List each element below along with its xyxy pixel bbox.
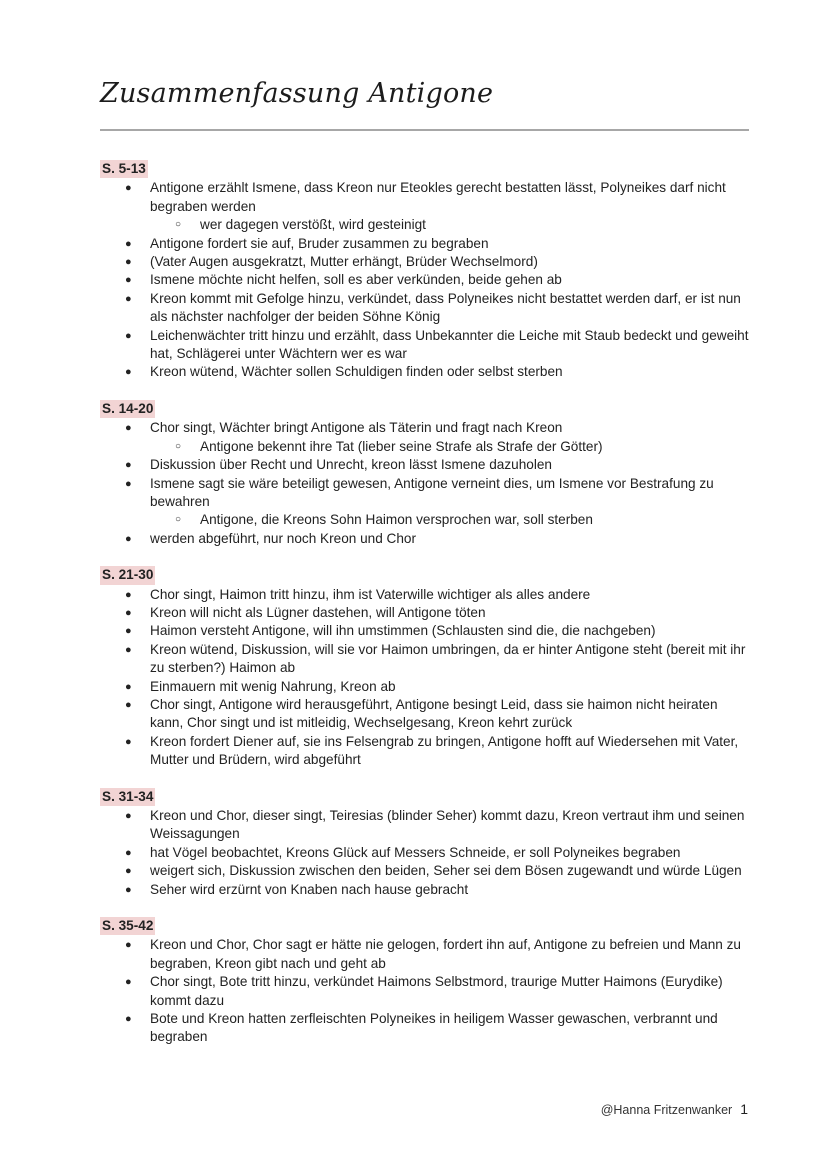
bullet-icon: ● (125, 680, 132, 693)
bullet-icon: ● (125, 698, 132, 711)
bullet-icon: ● (125, 846, 132, 859)
list-item (100, 678, 750, 696)
list-item (100, 419, 750, 456)
list-item-text: Kreon und Chor, Chor sagt er hätte nie gelogen, fordert ihn auf, Antigone zu befreien und Mann zu begraben, Kreon gibt nach und geht ab (150, 937, 741, 971)
bullet-icon: ● (125, 588, 132, 601)
list-item (100, 641, 750, 678)
bullet-icon: ● (125, 976, 132, 989)
list-item (100, 622, 750, 640)
list-item-text: Einmauern mit wenig Nahrung, Kreon ab (150, 678, 396, 694)
bullet-list (100, 586, 750, 770)
sub-list-item (150, 511, 750, 529)
list-item (100, 253, 750, 271)
bullet-icon: ● (125, 532, 132, 545)
section-heading: S. 21-30 (100, 566, 155, 584)
list-item-text: Kreon wütend, Wächter sollen Schuldigen finden oder selbst sterben (150, 364, 563, 380)
list-item-text: Leichenwächter tritt hinzu und erzählt, dass Unbekannter die Leiche mit Staub bedeckt und geweiht hat, Schlägerei unter Wächtern wer es war (150, 327, 749, 362)
list-item-text: Kreon will nicht als Lügner dastehen, will Antigone töten (150, 604, 486, 620)
bullet-icon: ● (125, 606, 132, 619)
list-item (100, 936, 750, 973)
page-title: Zusammenfassung Antigone (100, 78, 494, 109)
bullet-icon: ● (125, 625, 132, 638)
sub-list-item (150, 216, 750, 234)
list-item-text: (Vater Augen ausgekratzt, Mutter erhängt, Brüder Wechselmord) (150, 254, 538, 270)
list-item (100, 327, 750, 364)
list-item-text: Chor singt, Antigone wird herausgeführt, Antigone besingt Leid, dass sie haimon nicht heiraten kann, Chor singt und ist mitleidig, Wechselgesang, Kreon kehrt zurück (150, 696, 718, 731)
list-item (100, 881, 750, 899)
list-item (100, 844, 750, 862)
list-item-text: Diskussion über Recht und Unrecht, kreon lässt Ismene dazuholen (150, 457, 552, 473)
list-item (100, 363, 750, 381)
bullet-list (100, 936, 750, 1046)
section (100, 917, 750, 1047)
list-item-text: werden abgeführt, nur noch Kreon und Chor (150, 530, 417, 546)
bullet-icon: ● (125, 939, 132, 952)
list-item-text: Chor singt, Haimon tritt hinzu, ihm ist Vaterwille wichtiger als alles andere (150, 586, 591, 602)
section-heading: S. 5-13 (100, 160, 148, 178)
bullet-list (100, 419, 750, 548)
list-item-text: Bote und Kreon hatten zerfleischten Polyneikes in heiligem Wasser gewaschen, verbrannt und begraben (150, 1011, 718, 1045)
list-item (100, 235, 750, 253)
bullet-icon: ● (125, 477, 132, 490)
list-item (100, 290, 750, 327)
bullet-icon: ● (125, 735, 132, 748)
bullet-icon: ● (125, 865, 132, 878)
sub-list-item-text: Antigone bekennt ihre Tat (lieber seine Strafe als Strafe der Götter) (200, 438, 603, 454)
list-item (100, 271, 750, 289)
bullet-icon: ● (125, 292, 132, 305)
list-item (100, 733, 750, 770)
list-item (100, 807, 750, 844)
bullet-icon: ● (125, 1013, 132, 1026)
section-heading: S. 31-34 (100, 788, 155, 806)
list-item-text: Ismene sagt sie wäre beteiligt gewesen, Antigone verneint dies, um Ismene vor Bestrafung zu bewahren (150, 475, 714, 509)
bullet-icon: ● (125, 643, 132, 656)
bullet-icon: ● (125, 422, 132, 435)
bullet-icon: ● (125, 459, 132, 472)
circle-bullet-icon: ○ (175, 514, 182, 526)
page-footer (601, 1101, 748, 1117)
list-item-text: Kreon wütend, Diskussion, will sie vor Haimon umbringen, da er hinter Antigone steht (bereit mit ihr zu sterben?) Haimon ab (150, 641, 746, 676)
list-item-text: Kreon fordert Diener auf, sie ins Felsengrab zu bringen, Antigone hofft auf Wiedersehen mit Vater, Mutter und Brüdern, wird abgeführt (150, 733, 739, 768)
list-item (100, 973, 750, 1010)
section-heading: S. 35-42 (100, 917, 155, 935)
list-item (100, 456, 750, 474)
list-item-text: Kreon kommt mit Gefolge hinzu, verkündet, dass Polyneikes nicht bestattet werden darf, er ist nun als nächster nachfolger der beiden Söhne König (150, 290, 741, 325)
bullet-icon: ● (125, 256, 132, 269)
list-item-text: Antigone erzählt Ismene, dass Kreon nur Eteokles gerecht bestatten lässt, Polyneikes darf nicht begraben werden (150, 180, 726, 214)
section-heading: S. 14-20 (100, 400, 155, 418)
list-item-text: Chor singt, Bote tritt hinzu, verkündet Haimons Selbstmord, traurige Mutter Haimons (Eurydike) kommt dazu (150, 974, 723, 1008)
bullet-list (100, 179, 750, 381)
sub-bullet-list (150, 216, 750, 234)
list-item-text: Kreon und Chor, dieser singt, Teiresias (blinder Seher) kommt dazu, Kreon vertraut ihm und seinen Weissagungen (150, 808, 745, 842)
footer-author: @Hanna Fritzenwanker (600, 1103, 733, 1117)
sub-list-item-text: wer dagegen verstößt, wird gesteinigt (200, 217, 426, 233)
list-item-text: Haimon versteht Antigone, will ihn umstimmen (Schlausten sind die, die nachgeben) (150, 623, 656, 639)
bullet-icon: ● (125, 366, 132, 379)
list-item (100, 586, 750, 604)
title-divider (100, 129, 749, 131)
bullet-icon: ● (125, 237, 132, 250)
bullet-icon: ● (125, 810, 132, 822)
bullet-icon: ● (125, 883, 132, 896)
section (100, 160, 750, 382)
list-item (100, 696, 750, 733)
list-item-text: Ismene möchte nicht helfen, soll es aber verkünden, beide gehen ab (150, 272, 562, 288)
section (100, 566, 750, 769)
circle-bullet-icon: ○ (175, 440, 182, 452)
sub-list-item (150, 438, 750, 456)
bullet-icon: ● (125, 329, 132, 342)
sub-bullet-list (150, 438, 750, 456)
section (100, 400, 750, 548)
summary-content (100, 160, 750, 1065)
list-item-text: Seher wird erzürnt von Knaben nach hause gebracht (150, 881, 469, 897)
list-item (100, 862, 750, 880)
list-item (100, 179, 750, 234)
list-item (100, 1010, 750, 1047)
list-item-text: Chor singt, Wächter bringt Antigone als Täterin und fragt nach Kreon (150, 420, 563, 436)
list-item (100, 604, 750, 622)
page-number: 1 (740, 1101, 748, 1117)
circle-bullet-icon: ○ (175, 219, 182, 231)
bullet-icon: ● (125, 274, 132, 287)
list-item-text: Antigone fordert sie auf, Bruder zusammen zu begraben (150, 235, 489, 251)
sub-bullet-list (150, 511, 750, 529)
sub-list-item-text: Antigone, die Kreons Sohn Haimon versprochen war, soll sterben (200, 512, 593, 528)
list-item (100, 475, 750, 530)
list-item-text: weigert sich, Diskussion zwischen den beiden, Seher sei dem Bösen zugewandt und würde Lügen (150, 863, 742, 879)
bullet-list (100, 807, 750, 899)
list-item (100, 530, 750, 548)
bullet-icon: ● (125, 182, 132, 195)
list-item-text: hat Vögel beobachtet, Kreons Glück auf Messers Schneide, er soll Polyneikes begraben (150, 844, 681, 860)
section (100, 788, 750, 899)
